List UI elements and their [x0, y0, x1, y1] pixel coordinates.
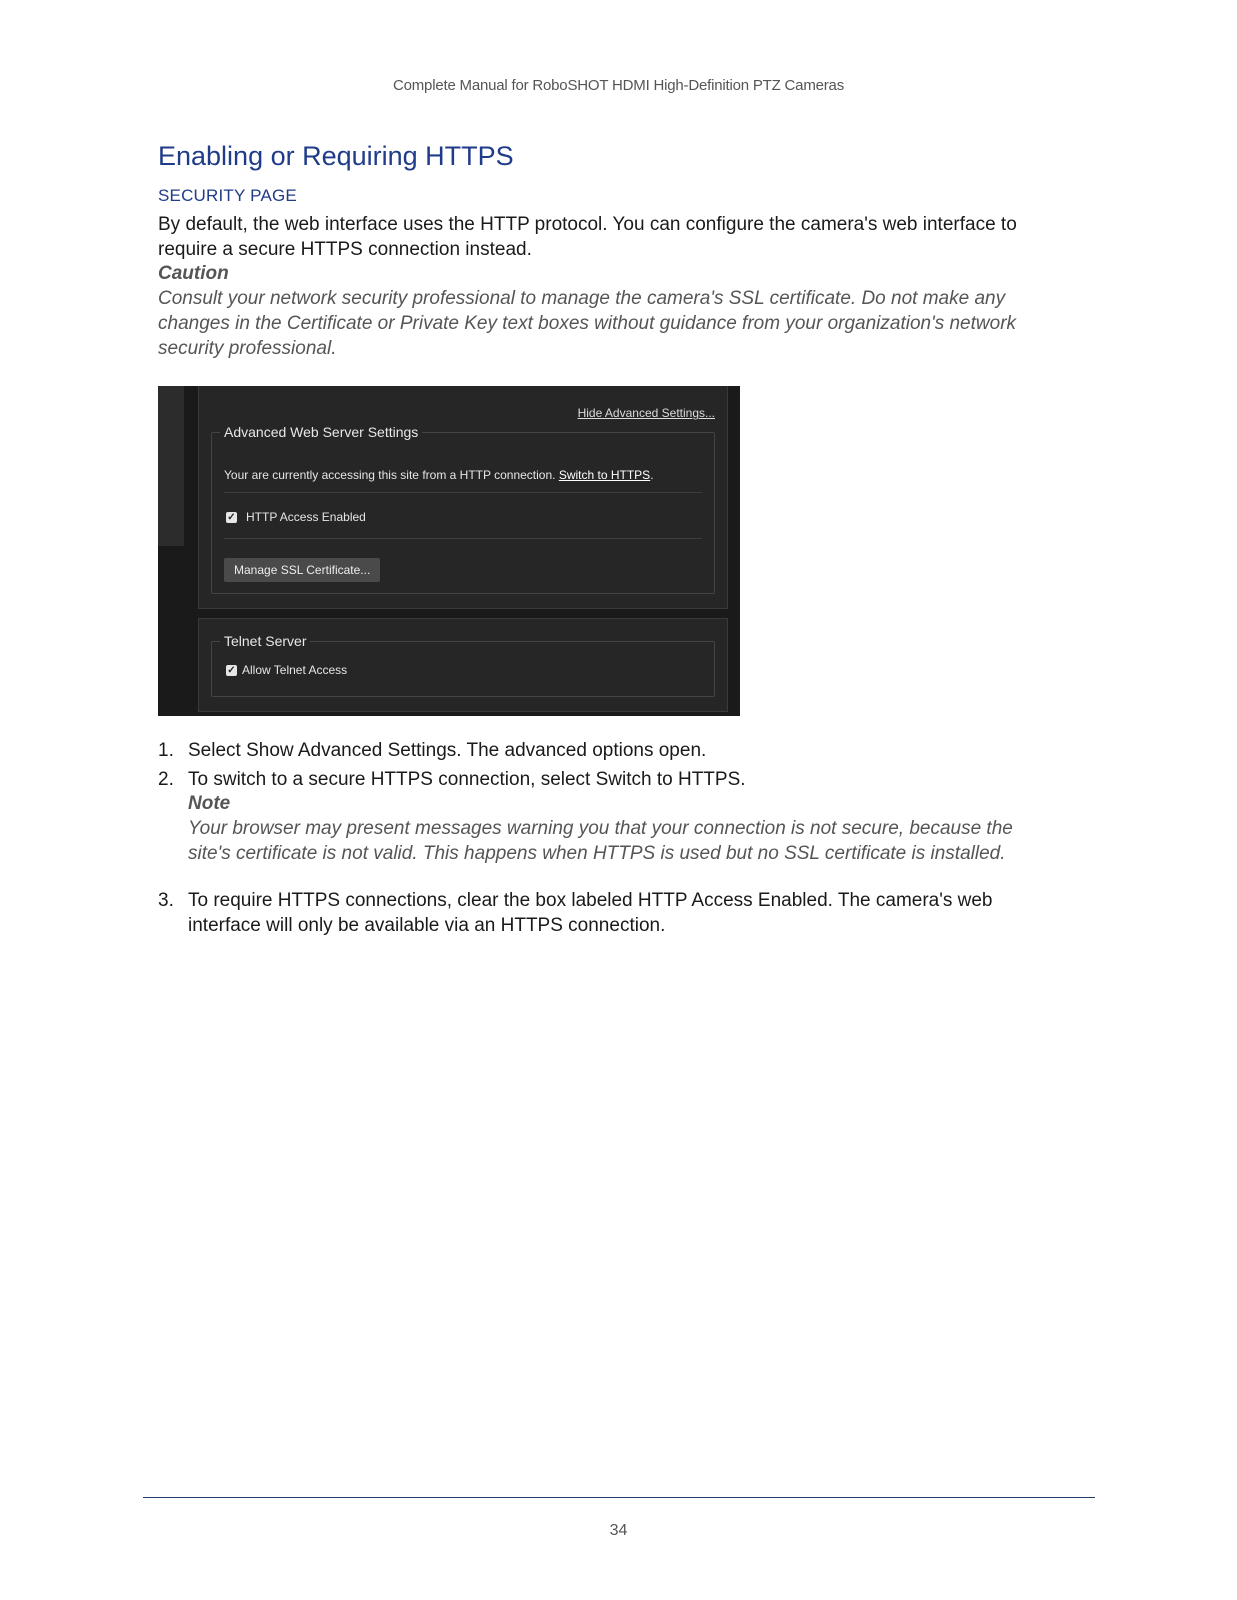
- hide-advanced-settings-link[interactable]: Hide Advanced Settings...: [577, 406, 715, 421]
- note-label: Note: [188, 793, 231, 815]
- divider: [224, 538, 702, 539]
- http-access-checkbox[interactable]: ✓: [227, 512, 236, 524]
- screenshot-sidebar: [158, 386, 184, 546]
- list-item: [158, 888, 1058, 938]
- allow-telnet-checkbox[interactable]: ✓: [227, 665, 236, 677]
- page-content: [158, 140, 1058, 942]
- switch-to-https-link[interactable]: Switch to HTTPS: [558, 468, 651, 483]
- telnet-server-legend: Telnet Server: [224, 633, 307, 650]
- settings-screenshot: [158, 386, 740, 716]
- step-number: 2.: [158, 769, 174, 791]
- section-subhead: SECURITY PAGE: [158, 186, 297, 206]
- manage-ssl-certificate-button[interactable]: Manage SSL Certificate...: [224, 558, 380, 582]
- step-number: 1.: [158, 740, 174, 762]
- step-text: To require HTTPS connections, clear the box labeled HTTP Access Enabled. The camera's web interface will only be available via an HTTPS connection.: [188, 890, 993, 937]
- divider: [224, 492, 702, 493]
- step-number: 3.: [158, 890, 174, 912]
- advanced-settings-panel: [198, 386, 728, 609]
- list-item: [158, 738, 1058, 763]
- page-number: 34: [609, 1522, 628, 1539]
- step-text: To switch to a secure HTTPS connection, select Switch to HTTPS.: [188, 769, 746, 791]
- step-text: Select Show Advanced Settings. The advanced options open.: [188, 740, 707, 762]
- access-status-text: Your are currently accessing this site from a HTTP connection.: [224, 468, 556, 483]
- caution-label: Caution: [158, 263, 229, 285]
- running-header: Complete Manual for RoboSHOT HDMI High-Definition PTZ Cameras: [392, 77, 844, 94]
- page-title: Enabling or Requiring HTTPS: [158, 141, 514, 171]
- steps-list: [158, 738, 1058, 938]
- advanced-web-server-legend: Advanced Web Server Settings: [224, 424, 419, 441]
- advanced-web-server-fieldset: [211, 424, 715, 594]
- intro-paragraph: By default, the web interface uses the HTTP protocol. You can configure the camera's web interface to require a secure HTTPS connection instead.: [158, 214, 1017, 261]
- telnet-server-fieldset: [211, 633, 715, 697]
- http-access-label: HTTP Access Enabled: [246, 510, 366, 525]
- footer-rule: [143, 1497, 1095, 1498]
- note-text: Your browser may present messages warning you that your connection is not secure, because the site's certificate is not valid. This happens when HTTPS is used but no SSL certificate is installed.: [188, 818, 1013, 865]
- access-status-line: Your are currently accessing this site from a HTTP connection. Switch to HTTPS.: [224, 468, 654, 483]
- telnet-panel: [198, 618, 728, 712]
- list-item: [158, 767, 1058, 866]
- caution-text: Consult your network security professional to manage the camera's SSL certificate. Do not make any changes in the Certificate or Private Key text boxes without guidance from your organization's network security professional.: [158, 288, 1017, 360]
- allow-telnet-label: Allow Telnet Access: [242, 663, 348, 678]
